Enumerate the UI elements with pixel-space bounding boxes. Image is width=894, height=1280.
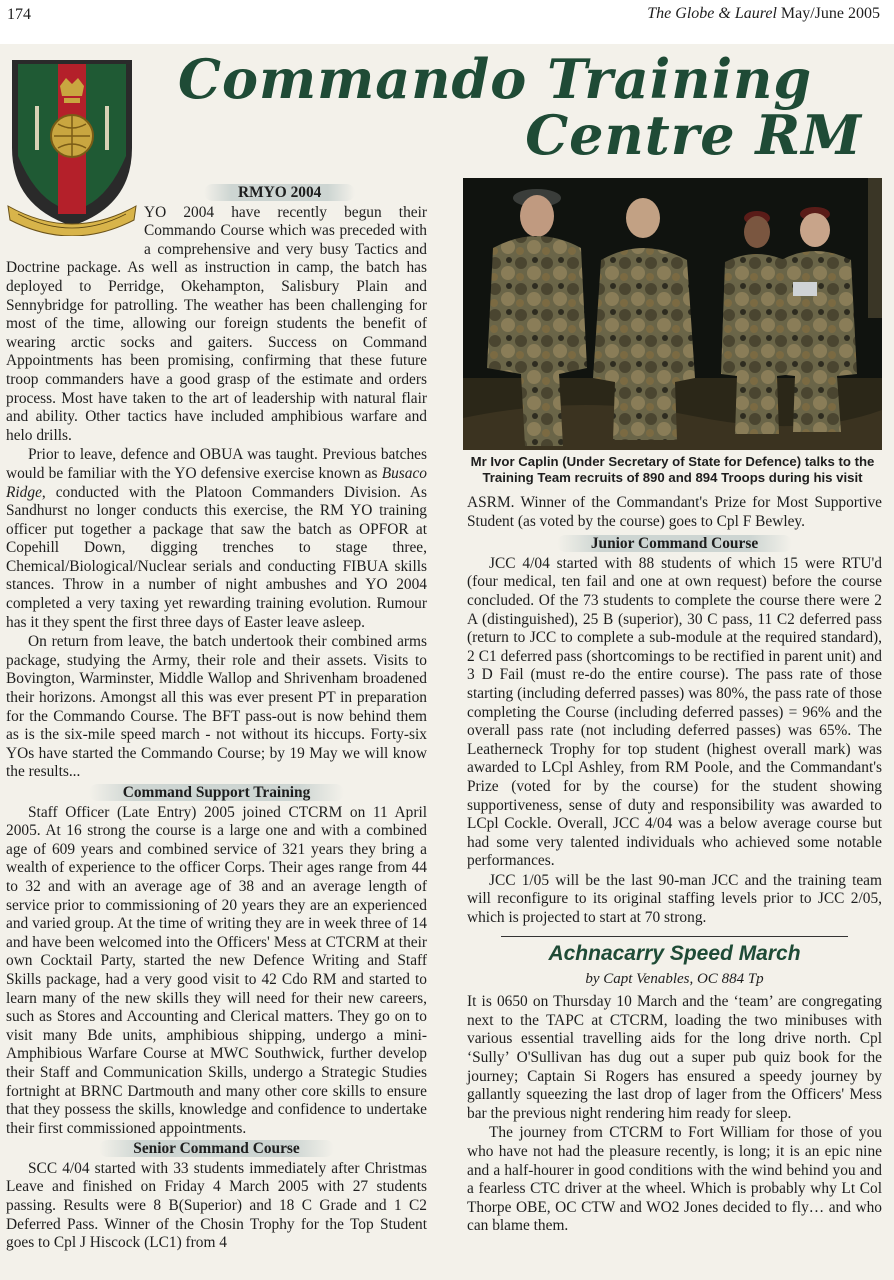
achnacarry-paragraph-2: The journey from CTCRM to Fort William for those of you who have not had the pleasure recently, is long; it is an epic nine and a half-hourer in good conditions with the wind behind you and a fearless CTC driver at the wheel. Which is probably why Lt Col Thorpe OBE, OC CTW and WO2 Jones decided to fly… and who can blame them. — [467, 1124, 882, 1235]
rmyo-p2-text-b: , conducted with the Platoon Commanders Division. As Sandhurst no longer conducts this exercise, the RM YO training officer put together a package that saw the batch as OPFOR at Copehill Down, digging trenches to stage three, Chemical/Biological/Nuclear serials and conducting FIBUA skills stances. Throw in a number of night ambushes and YO 2004 completed a very taxing yet rewarding training evolution. Rumour has it they spent the first three days of Easter leave asleep. — [6, 483, 427, 631]
rmyo-p1-text: YO 2004 have recently begun their Commando Course which was preceded with a comprehensive and very busy Tactics and Doctrine package. As well as instruction in camp, the batch has deployed to Perridge, Okehampton, Salisbury Plain and Sennybridge for patrolling. The weather has been challenging for most of the time, allowing our foreign students the benefit of wearing arctic socks and gaiters. Success on Command Appointments has been promising, confirming that these future troop commanders have a good grasp of the estimate and orders process. Most have taken to the art of leadership with natural flair and ability. Other tactics have included amphibious warfare and helo drills. — [6, 203, 427, 444]
rmyo-paragraph-1 — [6, 204, 427, 446]
achnacarry-paragraph-1: It is 0650 on Thursday 10 March and the ‘team’ are congregating next to the TAPC at CTCRM, loading the two minibuses with various essential travelling aids for the long drive north. Cpl ‘Sully’ O'Sullivan has dug out a super pub quiz book for the journey; Captain Si Rogers has ensured a speedy journey by gallantly squeezing the last drop of lager from the Officers' Mess bar the previous night rendering him ready for sleep. — [467, 993, 882, 1122]
heading-junior-command: Junior Command Course — [557, 535, 792, 552]
running-head — [647, 5, 880, 23]
heading-senior-command: Senior Command Course — [99, 1140, 333, 1157]
exercise-name: Busaco Ridge — [6, 464, 427, 501]
section-divider — [501, 936, 848, 938]
heading-achnacarry: Achnacarry Speed March — [548, 942, 801, 966]
page-number: 174 — [7, 6, 31, 23]
rmyo-p2-text-a: Prior to leave, defence and OBUA was taught. Previous batches would be familiar with the YO defensive exercise known as — [6, 446, 427, 482]
photo-caption: Mr Ivor Caplin (Under Secretary of State for Defence) talks to the Training Team recruits of 890 and 894 Troops during his visit — [470, 454, 875, 485]
jcc-paragraph-2: JCC 1/05 will be the last 90-man JCC and the training team will reconfigure to its original staffing levels prior to JCC 2/05, which is projected to start at 70 strong. — [467, 871, 882, 927]
heading-rmyo: RMYO 2004 — [204, 184, 355, 201]
rmyo-paragraph-3: On return from leave, the batch undertook their combined arms package, studying the Army, their role and their assets. Visits to Bovington, Warminster, Middle Wallop and Shrivenham broadened their horizons. Amongst all this was ever present PT in preparation for the Commando Course. The BFT pass-out is now behind them as is the six-mile speed march - not without its hiccups. Forty-six YOs have started the Commando Course; by 19 May we will know the results... — [6, 633, 427, 781]
title-line-1: Commando Training — [178, 47, 813, 111]
photo-visit — [463, 178, 882, 450]
rmyo-paragraph-2 — [6, 446, 427, 632]
scc-paragraph-1: SCC 4/04 started with 33 students immediately after Christmas Leave and finished on Friday 4 March 2005 with 27 students passing. Results were 8 B(Superior) and 18 C Grade and 1 C2 Deferred Pass. Winner of the Chosin Trophy for the Top Student goes to Cpl J Hiscock (LC1) from 4 — [6, 1159, 427, 1252]
article-title — [150, 44, 868, 174]
jcc-paragraph-1: JCC 4/04 started with 88 students of which 15 were RTU'd (four medical, ten fail and one at own request) before the course concluded. Of the 73 students to complete the course there were 2 A (distinguished), 25 B (superior), 30 C pass, 11 C2 deferred pass (return to JCC to complete a sub-module at the required standard), 2 C1 deferred pass (shortcomings to be rectified in parent unit) and 3 D Fail (must re-do the entire course). The pass rate of those starting (including deferred passes) was 80%, the pass rate of those completing the Course (including deferred passes) = 96% and the overall pass rate (not including deferred passes) was 65%. The Leatherneck Trophy for top student (highest overall mark) was awarded to LCpl Ashley, from RM Poole, and the Commandant's Prize (voted for by the course) for the student showing supportiveness, sense of duty and responsibility was awarded to LCpl Cockle. Overall, JCC 4/04 was a below average course but had some very talented individuals who achieved some notable performances. — [467, 554, 882, 870]
title-line-2: Centre RM — [525, 103, 862, 167]
cst-paragraph-1: Staff Officer (Late Entry) 2005 joined CTCRM on 11 April 2005. At 16 strong the course is a large one and with a combined age of 609 years and combined service of 321 years they bring a wealth of experience to the officer Corps. Their ages range from 44 to 32 and with an average age of 38 and an average length of service prior to commissioning of 20 years they are an experienced and varied group. At the time of writing they are in week three of 14 and have been welcomed into the Officers' Mess at CTCRM at their own Cocktail Party, started the new Defence Writing and Staff Skills package, had a very good visit to 42 Cdo RM and started to learn many of the new skills they will need for their new careers, such as Stores and Accounting and Clerical matters. They go on to visit many Bde units, amphibious shipping, undergo a mini-Amphibious Warfare Course at MWC Southwick, further develop their Staff and Communication Skills, undergo a Strategic Studies fortnight at BRNC Dartmouth and many other core skills to ensure that they possess the skills, knowledge and confidence to undertake their first commissioned appointments. — [6, 803, 427, 1137]
magazine-name: The Globe & Laurel — [647, 5, 777, 22]
left-column — [6, 182, 427, 1254]
byline: by Capt Venables, OC 884 Tp — [585, 971, 764, 988]
heading-command-support: Command Support Training — [89, 784, 345, 801]
scc-continued: ASRM. Winner of the Commandant's Prize for Most Supportive Student (as voted by the course) goes to Cpl F Bewley. — [467, 494, 882, 530]
crest-wrap-space — [6, 204, 144, 250]
right-column — [467, 494, 882, 1237]
issue-date: May/June 2005 — [780, 5, 880, 22]
